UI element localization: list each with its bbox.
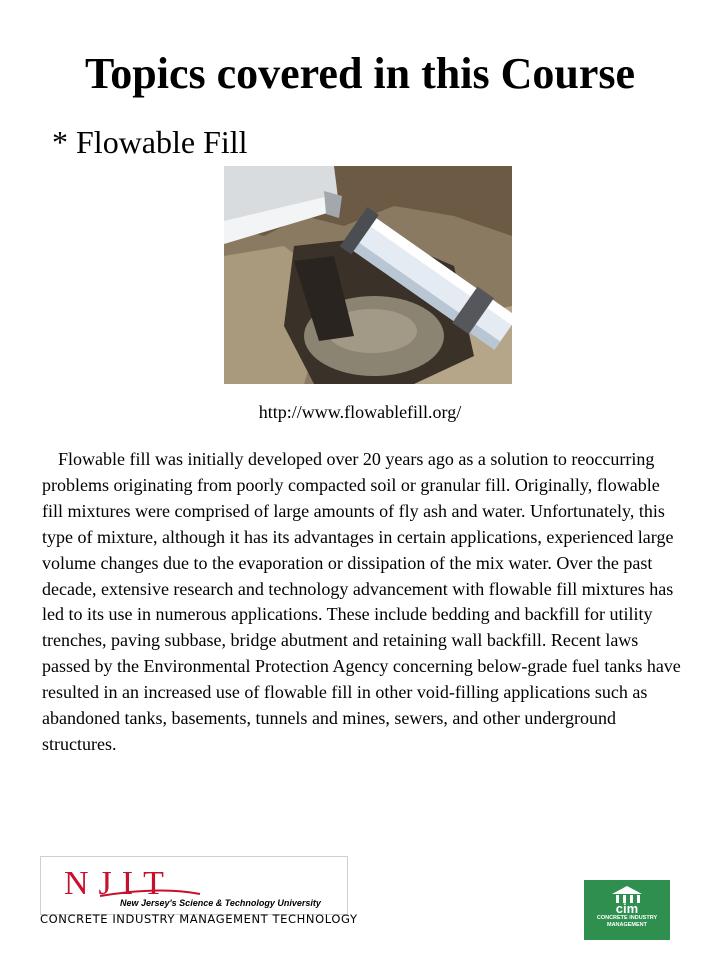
trench-pipe-illustration [224,166,512,384]
cim-letters: cim [615,901,639,916]
flowable-fill-photo [224,166,512,384]
cim-logo-graphic [584,880,670,940]
topic-heading: * Flowable Fill [52,124,248,160]
njit-letters: NJIT [64,865,174,902]
njit-caption: CONCRETE INDUSTRY MANAGEMENT TECHNOLOGY [40,912,358,926]
image-source-link[interactable]: http://www.flowablefill.org/ [258,402,462,422]
body-paragraph: Flowable fill was initially developed over 20 years ago as a solution to reoccurring problems originating from poorly compacted soil or granular fill. Originally, flowable fill mixtures were comprised of large amounts of fly ash and water. Unfortunately, this type of mixture, although it has its advantages in certain applications, experienced large volume changes due to the evaporation or dissipation of the mix water. Over the past decade, extensive research and technology advancement with flowable fill mixtures has led to its use in numerous applications. These include bedding and backfill for utility trenches, paving subbase, bridge abutment and retaining wall backfill. Recent laws passed by the Environmental Protection Agency concerning below-grade fuel tanks have resulted in an increased use of flowable fill in other void-filling applications such as abandoned tanks, basements, tunnels and mines, sewers, and other underground structures. [42,449,681,754]
slide-title: Topics covered in this Course [84,49,636,98]
cim-caption: CONCRETE INDUSTRY MANAGEMENT [596,915,658,928]
cim-logo [584,880,670,940]
njit-university-name: New Jersey's Science & Technology University [120,898,321,908]
